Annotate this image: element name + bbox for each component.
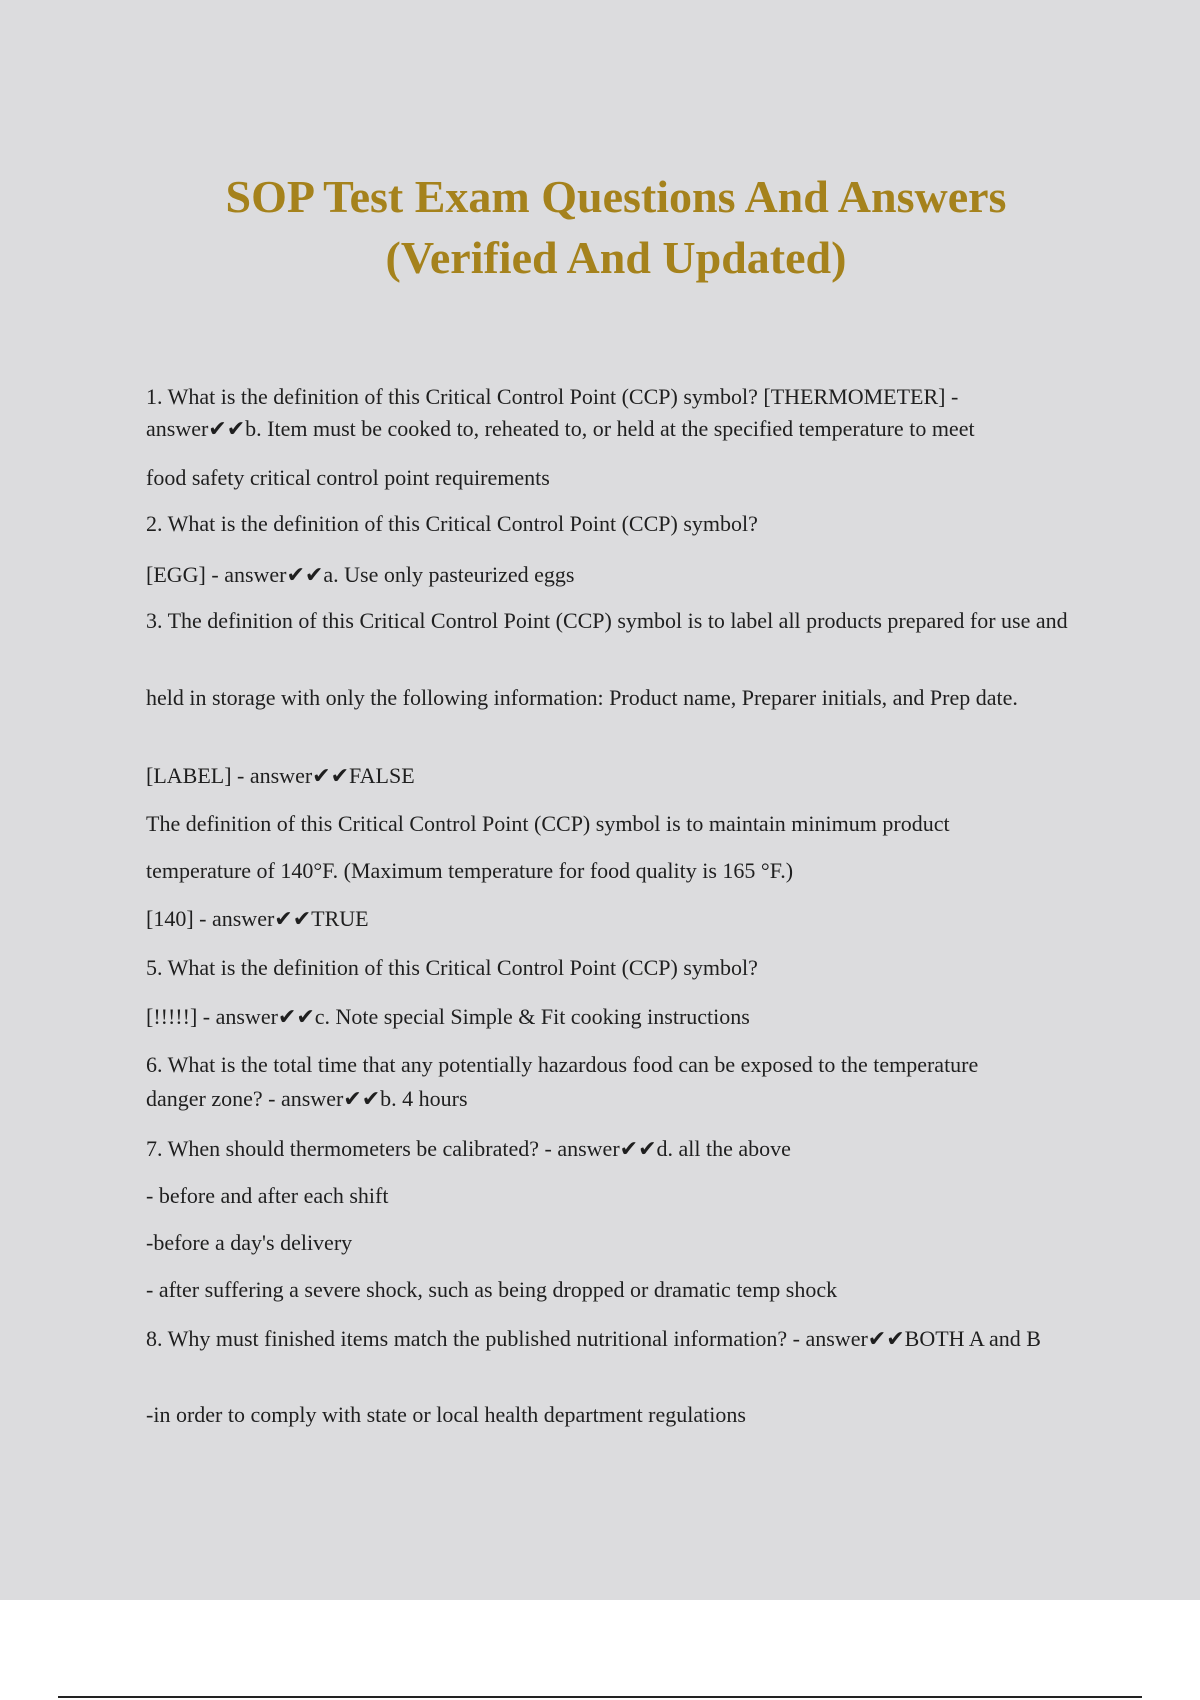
question-6-line-1: 6. What is the total time that any potentially hazardous food can be exposed to the temperature — [146, 1052, 979, 1077]
question-2-line-1: 2. What is the definition of this Critical Control Point (CCP) symbol? — [146, 511, 758, 536]
question-6-line-2: danger zone? - answer✔✔b. 4 hours — [146, 1086, 468, 1111]
question-1-line-1: 1. What is the definition of this Critical Control Point (CCP) symbol? [THERMOMETER] - — [146, 384, 959, 409]
question-3-line-2: held in storage with only the following information: Product name, Preparer initials, and Prep date. — [146, 685, 1018, 710]
question-5-line-1: 5. What is the definition of this Critical Control Point (CCP) symbol? — [146, 955, 758, 980]
question-3-answer: [LABEL] - answer✔✔FALSE — [146, 763, 415, 788]
question-4-line-1: The definition of this Critical Control Point (CCP) symbol is to maintain minimum product — [146, 811, 950, 836]
title-line-2: (Verified And Updated) — [385, 232, 847, 283]
document-title — [0, 166, 1200, 288]
question-8-line-2: -in order to comply with state or local health department regulations — [146, 1402, 746, 1427]
question-7-option-2: -before a day's delivery — [146, 1230, 353, 1255]
question-4-line-2: temperature of 140°F. (Maximum temperature for food quality is 165 °F.) — [146, 858, 794, 883]
question-2-answer: [EGG] - answer✔✔a. Use only pasteurized eggs — [146, 562, 575, 587]
question-1-line-2: answer✔✔b. Item must be cooked to, reheated to, or held at the specified temperature to meet — [146, 416, 975, 441]
question-7-line-1: 7. When should thermometers be calibrated? - answer✔✔d. all the above — [146, 1136, 791, 1161]
question-5-answer: [!!!!!] - answer✔✔c. Note special Simple & Fit cooking instructions — [146, 1004, 750, 1029]
question-7-option-1: - before and after each shift — [146, 1183, 389, 1208]
question-4-answer: [140] - answer✔✔TRUE — [146, 906, 369, 931]
question-7-option-3: - after suffering a severe shock, such as being dropped or dramatic temp shock — [146, 1277, 838, 1302]
title-line-1: SOP Test Exam Questions And Answers — [225, 171, 1007, 222]
question-8-line-1: 8. Why must finished items match the published nutritional information? - answer✔✔BOTH A and B — [146, 1326, 1041, 1351]
question-3-line-1: 3. The definition of this Critical Control Point (CCP) symbol is to label all products prepared for use and — [146, 608, 1068, 633]
footer-divider — [58, 1696, 1142, 1698]
question-1-line-3: food safety critical control point requirements — [146, 465, 550, 490]
